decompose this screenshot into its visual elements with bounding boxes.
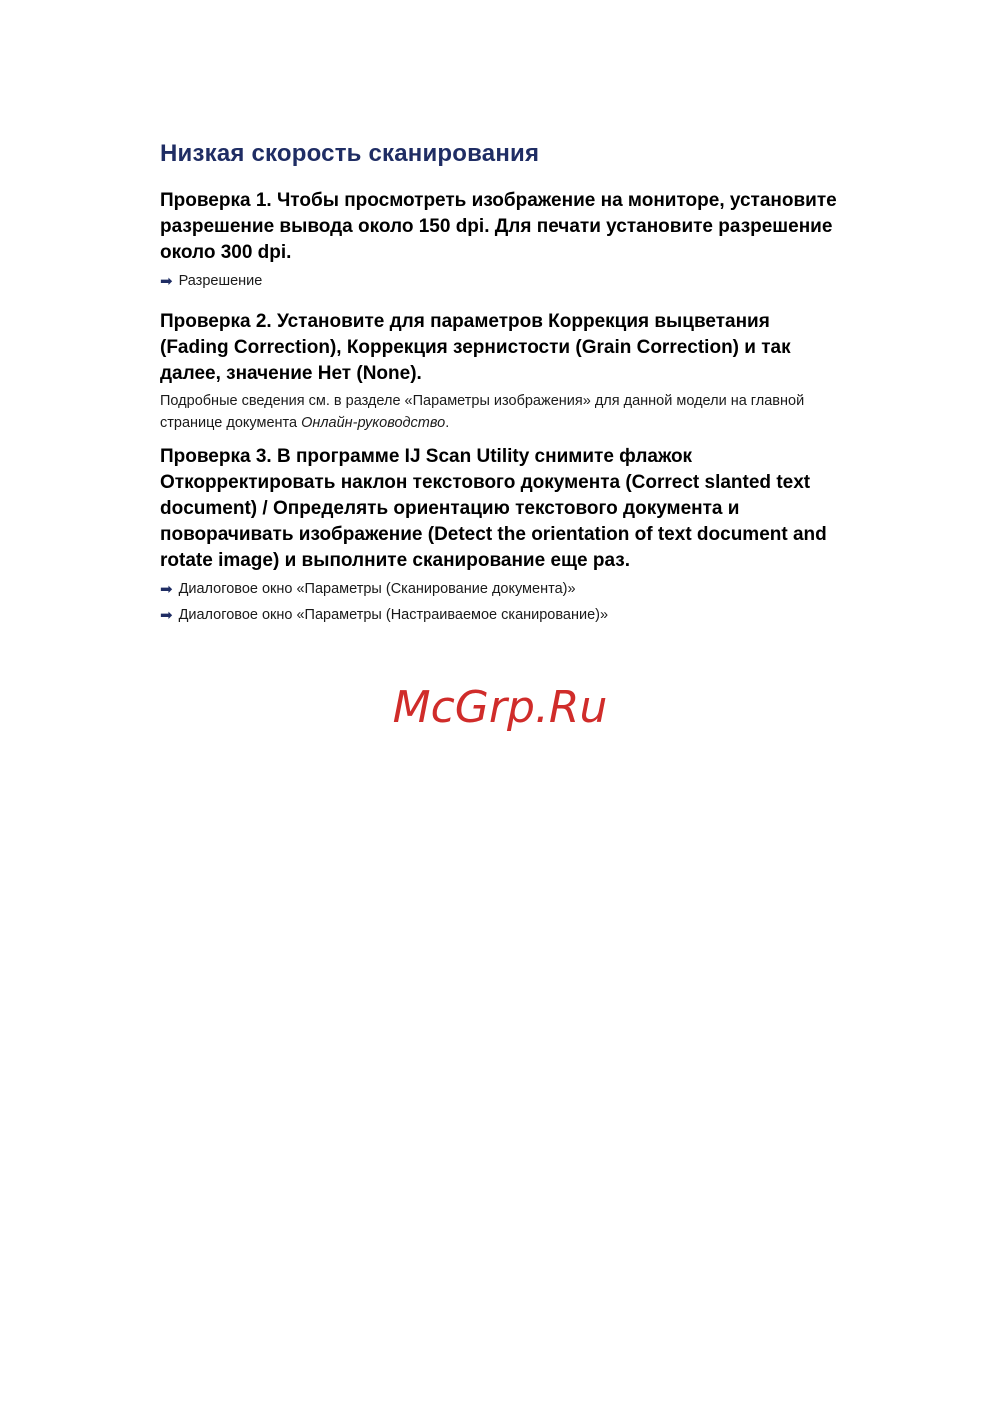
check-1-links (160, 270, 840, 292)
link-settings-custom-scan-label: Диалоговое окно «Параметры (Настраиваемое сканирование)» (178, 607, 609, 623)
page-title: Низкая скорость сканирования (160, 140, 540, 167)
note-prefix: Подробные сведения см. в разделе «Параметры изображения» для данной модели на главной странице документа (160, 393, 805, 431)
link-settings-document-scan-label: Диалоговое окно «Параметры (Сканирование документа)» (178, 581, 576, 597)
arrow-right-icon: ➡ (160, 272, 173, 290)
check-2-heading: Проверка 2. Установите для параметров Коррекция выцветания (Fading Correction), Коррекция зернистости (Grain Correction) и так далее, значение Нет (None). (160, 311, 791, 384)
check-3-section (160, 444, 840, 626)
link-settings-custom-scan[interactable] (160, 604, 840, 626)
link-resolution-label: Разрешение (178, 273, 263, 289)
link-settings-document-scan[interactable] (160, 578, 840, 600)
note-document-name: Онлайн-руководство (301, 415, 446, 431)
check-2-section (160, 309, 840, 434)
note-suffix: . (445, 415, 450, 431)
link-resolution[interactable] (160, 270, 840, 292)
watermark-mcgrp: McGrp.Ru (392, 682, 608, 733)
arrow-right-icon: ➡ (160, 606, 173, 624)
content-column (160, 141, 840, 626)
check-3-links (160, 578, 840, 626)
check-3-heading: Проверка 3. В программе IJ Scan Utility снимите флажок Откорректировать наклон текстового документа (Correct slanted text document) / Определять ориентацию текстового документа и поворачивать изображение (Detect the orientation of text document and rotate image) и выполните сканирование еще раз. (160, 446, 827, 571)
check-2-note (160, 390, 840, 434)
check-1-heading: Проверка 1. Чтобы просмотреть изображение на мониторе, установите разрешение вывода около 150 dpi. Для печати установите разрешение около 300 dpi. (160, 190, 837, 263)
arrow-right-icon: ➡ (160, 580, 173, 598)
check-1-section (160, 188, 840, 292)
